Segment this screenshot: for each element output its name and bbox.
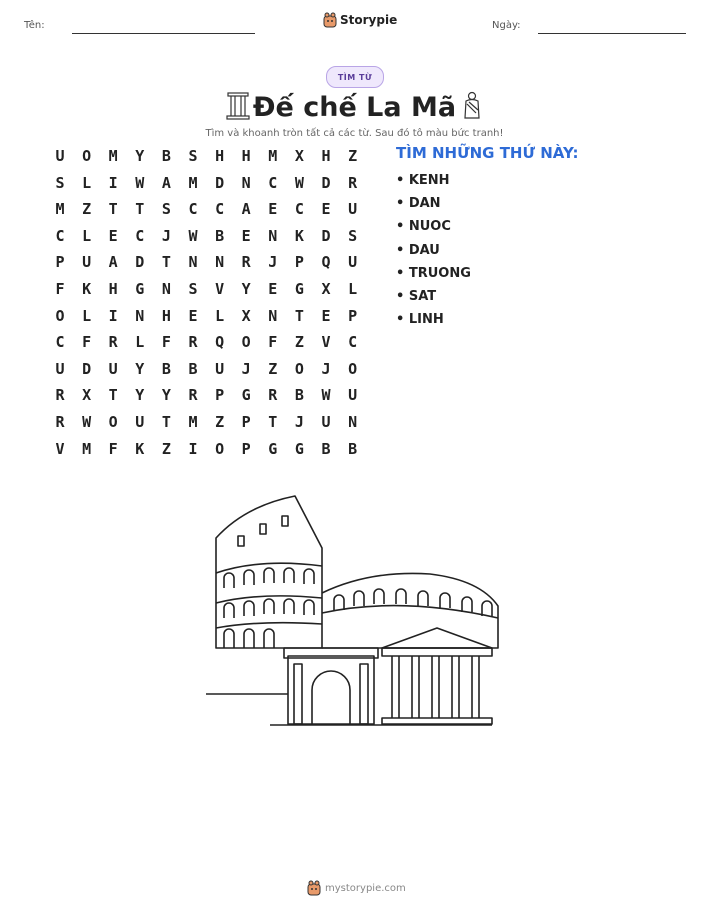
grid-letter[interactable]: N bbox=[188, 253, 198, 272]
grid-letter[interactable]: O bbox=[215, 439, 225, 458]
grid-letter[interactable]: T bbox=[161, 413, 171, 431]
word-item: • SAT bbox=[396, 289, 437, 304]
grid-letter[interactable]: A bbox=[161, 173, 171, 192]
grid-letter[interactable]: B bbox=[161, 359, 171, 378]
grid-letter[interactable]: O bbox=[108, 413, 118, 431]
grid-letter[interactable]: H bbox=[241, 147, 251, 165]
grid-letter[interactable]: R bbox=[348, 173, 358, 192]
grid-letter[interactable]: Z bbox=[215, 413, 225, 431]
grid-letter[interactable]: E bbox=[268, 200, 278, 219]
grid-letter[interactable]: R bbox=[55, 413, 65, 431]
grid-letter[interactable]: Z bbox=[294, 333, 304, 352]
grid-letter[interactable]: U bbox=[82, 253, 92, 272]
name-field[interactable] bbox=[72, 33, 255, 34]
grid-letter[interactable]: W bbox=[135, 173, 145, 192]
grid-letter[interactable]: V bbox=[215, 280, 225, 298]
grid-letter[interactable]: M bbox=[108, 147, 118, 165]
grid-letter[interactable]: N bbox=[215, 253, 225, 272]
grid-letter[interactable]: D bbox=[321, 226, 331, 245]
grid-letter[interactable]: D bbox=[215, 173, 225, 192]
grid-letter[interactable]: S bbox=[55, 173, 65, 192]
grid-letter[interactable]: T bbox=[268, 413, 278, 431]
grid-letter[interactable]: Z bbox=[82, 200, 92, 219]
grid-letter[interactable]: P bbox=[294, 253, 304, 272]
grid-letter[interactable]: I bbox=[108, 173, 118, 192]
grid-letter[interactable]: E bbox=[321, 306, 331, 325]
grid-letter[interactable]: W bbox=[294, 173, 304, 192]
grid-letter[interactable]: U bbox=[135, 413, 145, 431]
grid-letter[interactable]: U bbox=[348, 200, 358, 219]
word-item: • TRUONG bbox=[396, 266, 471, 281]
grid-letter[interactable]: X bbox=[321, 280, 331, 298]
grid-letter[interactable]: C bbox=[55, 226, 65, 245]
grid-letter[interactable]: L bbox=[348, 280, 358, 298]
grid-letter[interactable]: J bbox=[294, 413, 304, 431]
grid-letter[interactable]: C bbox=[188, 200, 198, 219]
grid-letter[interactable]: K bbox=[82, 280, 92, 298]
grid-letter[interactable]: L bbox=[82, 173, 92, 192]
grid-letter[interactable]: J bbox=[161, 226, 171, 245]
grid-letter[interactable]: G bbox=[294, 439, 304, 458]
grid-letter[interactable]: A bbox=[108, 253, 118, 272]
grid-letter[interactable]: N bbox=[268, 306, 278, 325]
grid-letter[interactable]: P bbox=[348, 306, 358, 325]
grid-letter[interactable]: H bbox=[321, 147, 331, 165]
word-item: • KENH bbox=[396, 173, 450, 188]
grid-letter[interactable]: S bbox=[188, 280, 198, 298]
grid-letter[interactable]: B bbox=[161, 147, 171, 165]
name-label: Tên: bbox=[24, 20, 45, 31]
grid-letter[interactable]: E bbox=[321, 200, 331, 219]
brand bbox=[323, 12, 397, 28]
grid-letter[interactable]: Z bbox=[268, 359, 278, 378]
grid-letter[interactable]: N bbox=[135, 306, 145, 325]
grid-letter[interactable]: I bbox=[188, 439, 198, 458]
grid-letter[interactable]: S bbox=[348, 226, 358, 245]
grid-letter[interactable]: G bbox=[294, 280, 304, 298]
grid-letter[interactable]: Y bbox=[135, 147, 145, 165]
grid-letter[interactable]: E bbox=[268, 280, 278, 298]
grid-letter[interactable]: M bbox=[55, 200, 65, 219]
grid-letter[interactable]: T bbox=[108, 386, 118, 405]
grid-letter[interactable]: Y bbox=[241, 280, 251, 298]
grid-letter[interactable]: A bbox=[241, 200, 251, 219]
grid-letter[interactable]: O bbox=[241, 333, 251, 352]
word-item: • DAN bbox=[396, 196, 441, 211]
grid-letter[interactable]: V bbox=[321, 333, 331, 352]
grid-letter[interactable]: R bbox=[268, 386, 278, 405]
grid-letter[interactable]: B bbox=[294, 386, 304, 405]
grid-letter[interactable]: C bbox=[268, 173, 278, 192]
grid-letter[interactable]: R bbox=[108, 333, 118, 352]
grid-letter[interactable]: Q bbox=[321, 253, 331, 272]
grid-letter[interactable]: S bbox=[188, 147, 198, 165]
grid-letter[interactable]: U bbox=[108, 359, 118, 378]
activity-badge: TÌM TỪ bbox=[326, 66, 384, 88]
grid-letter[interactable]: C bbox=[215, 200, 225, 219]
grid-letter[interactable]: J bbox=[321, 359, 331, 378]
grid-letter[interactable]: R bbox=[188, 386, 198, 405]
grid-letter[interactable]: K bbox=[294, 226, 304, 245]
grid-letter[interactable]: N bbox=[161, 280, 171, 298]
grid-letter[interactable]: D bbox=[82, 359, 92, 378]
grid-letter[interactable]: C bbox=[135, 226, 145, 245]
grid-letter[interactable]: R bbox=[241, 253, 251, 272]
grid-letter[interactable]: Q bbox=[215, 333, 225, 352]
grid-letter[interactable]: H bbox=[215, 147, 225, 165]
brand-name: Storypie bbox=[340, 13, 398, 27]
page-title: Đế chế La Mã bbox=[252, 92, 457, 123]
grid-letter[interactable]: V bbox=[55, 439, 65, 458]
grid-letter[interactable]: W bbox=[82, 413, 92, 431]
grid-letter[interactable]: E bbox=[241, 226, 251, 245]
grid-letter[interactable]: B bbox=[215, 226, 225, 245]
grid-letter[interactable]: R bbox=[188, 333, 198, 352]
footer bbox=[307, 880, 406, 896]
grid-letter[interactable]: P bbox=[241, 439, 251, 458]
grid-letter[interactable]: R bbox=[55, 386, 65, 405]
grid-letter[interactable]: O bbox=[294, 359, 304, 378]
grid-letter[interactable]: O bbox=[348, 359, 358, 378]
grid-letter[interactable]: G bbox=[268, 439, 278, 458]
footer-url: mystorypie.com bbox=[325, 882, 406, 894]
grid-letter[interactable]: M bbox=[188, 173, 198, 192]
instructions: Tìm và khoanh tròn tất cả các từ. Sau đó tô màu bức tranh! bbox=[205, 128, 504, 139]
date-label: Ngày: bbox=[492, 20, 521, 31]
grid-letter[interactable]: C bbox=[348, 333, 358, 352]
grid-letter[interactable]: G bbox=[241, 386, 251, 405]
grid-letter[interactable]: P bbox=[241, 413, 251, 431]
word-list-title: TÌM NHỮNG THỨ NÀY: bbox=[396, 144, 579, 162]
grid-letter[interactable]: L bbox=[135, 333, 145, 352]
grid-letter[interactable]: B bbox=[348, 439, 358, 458]
grid-letter[interactable]: H bbox=[108, 280, 118, 298]
grid-letter[interactable]: K bbox=[135, 439, 145, 458]
grid-letter[interactable]: X bbox=[294, 147, 304, 165]
grid-letter[interactable]: Y bbox=[135, 359, 145, 378]
grid-letter[interactable]: T bbox=[135, 200, 145, 219]
grid-letter[interactable]: X bbox=[82, 386, 92, 405]
toga-statue-icon bbox=[461, 91, 483, 121]
grid-letter[interactable]: U bbox=[348, 386, 358, 405]
grid-letter[interactable]: B bbox=[188, 359, 198, 378]
date-field[interactable] bbox=[538, 33, 686, 34]
grid-letter[interactable]: T bbox=[294, 306, 304, 325]
grid-letter[interactable]: N bbox=[348, 413, 358, 431]
grid-letter[interactable]: T bbox=[161, 253, 171, 272]
grid-letter[interactable]: W bbox=[321, 386, 331, 405]
word-item: • DAU bbox=[396, 243, 440, 258]
grid-letter[interactable]: Z bbox=[161, 439, 171, 458]
grid-letter[interactable]: U bbox=[55, 147, 65, 165]
grid-letter[interactable]: E bbox=[108, 226, 118, 245]
grid-letter[interactable]: N bbox=[268, 226, 278, 245]
grid-letter[interactable]: T bbox=[108, 200, 118, 219]
grid-letter[interactable]: U bbox=[55, 359, 65, 378]
grid-letter[interactable]: E bbox=[188, 306, 198, 325]
word-item: • LINH bbox=[396, 312, 444, 327]
grid-letter[interactable]: M bbox=[188, 413, 198, 431]
grid-letter[interactable]: J bbox=[241, 359, 251, 378]
grid-letter[interactable]: C bbox=[55, 333, 65, 352]
grid-letter[interactable]: I bbox=[108, 306, 118, 325]
grid-letter[interactable]: C bbox=[294, 200, 304, 219]
grid-letter[interactable]: M bbox=[268, 147, 278, 165]
grid-letter[interactable]: L bbox=[215, 306, 225, 325]
grid-letter[interactable]: U bbox=[348, 253, 358, 272]
grid-letter[interactable]: X bbox=[241, 306, 251, 325]
grid-letter[interactable]: O bbox=[55, 306, 65, 325]
grid-letter[interactable]: B bbox=[321, 439, 331, 458]
grid-letter[interactable]: Y bbox=[135, 386, 145, 405]
grid-letter[interactable]: P bbox=[215, 386, 225, 405]
grid-letter[interactable]: W bbox=[188, 226, 198, 245]
grid-letter[interactable]: O bbox=[82, 147, 92, 165]
grid-letter[interactable]: S bbox=[161, 200, 171, 219]
word-item: • NUOC bbox=[396, 219, 451, 234]
grid-letter[interactable]: F bbox=[268, 333, 278, 352]
grid-letter[interactable]: L bbox=[82, 226, 92, 245]
grid-letter[interactable]: F bbox=[82, 333, 92, 352]
grid-letter[interactable]: Y bbox=[161, 386, 171, 405]
grid-letter[interactable]: U bbox=[215, 359, 225, 378]
grid-letter[interactable]: N bbox=[241, 173, 251, 192]
grid-letter[interactable]: Z bbox=[348, 147, 358, 165]
grid-letter[interactable]: U bbox=[321, 413, 331, 431]
grid-letter[interactable]: G bbox=[135, 280, 145, 298]
grid-letter[interactable]: D bbox=[321, 173, 331, 192]
grid-letter[interactable]: M bbox=[82, 439, 92, 458]
storypie-logo-icon bbox=[307, 880, 321, 896]
grid-letter[interactable]: F bbox=[108, 439, 118, 458]
grid-letter[interactable]: J bbox=[268, 253, 278, 272]
grid-letter[interactable]: P bbox=[55, 253, 65, 272]
grid-letter[interactable]: F bbox=[55, 280, 65, 298]
grid-letter[interactable]: L bbox=[82, 306, 92, 325]
grid-letter[interactable]: D bbox=[135, 253, 145, 272]
storypie-logo-icon bbox=[323, 12, 337, 28]
grid-letter[interactable]: H bbox=[161, 306, 171, 325]
colosseum-illustration bbox=[200, 488, 505, 733]
grid-letter[interactable]: F bbox=[161, 333, 171, 352]
